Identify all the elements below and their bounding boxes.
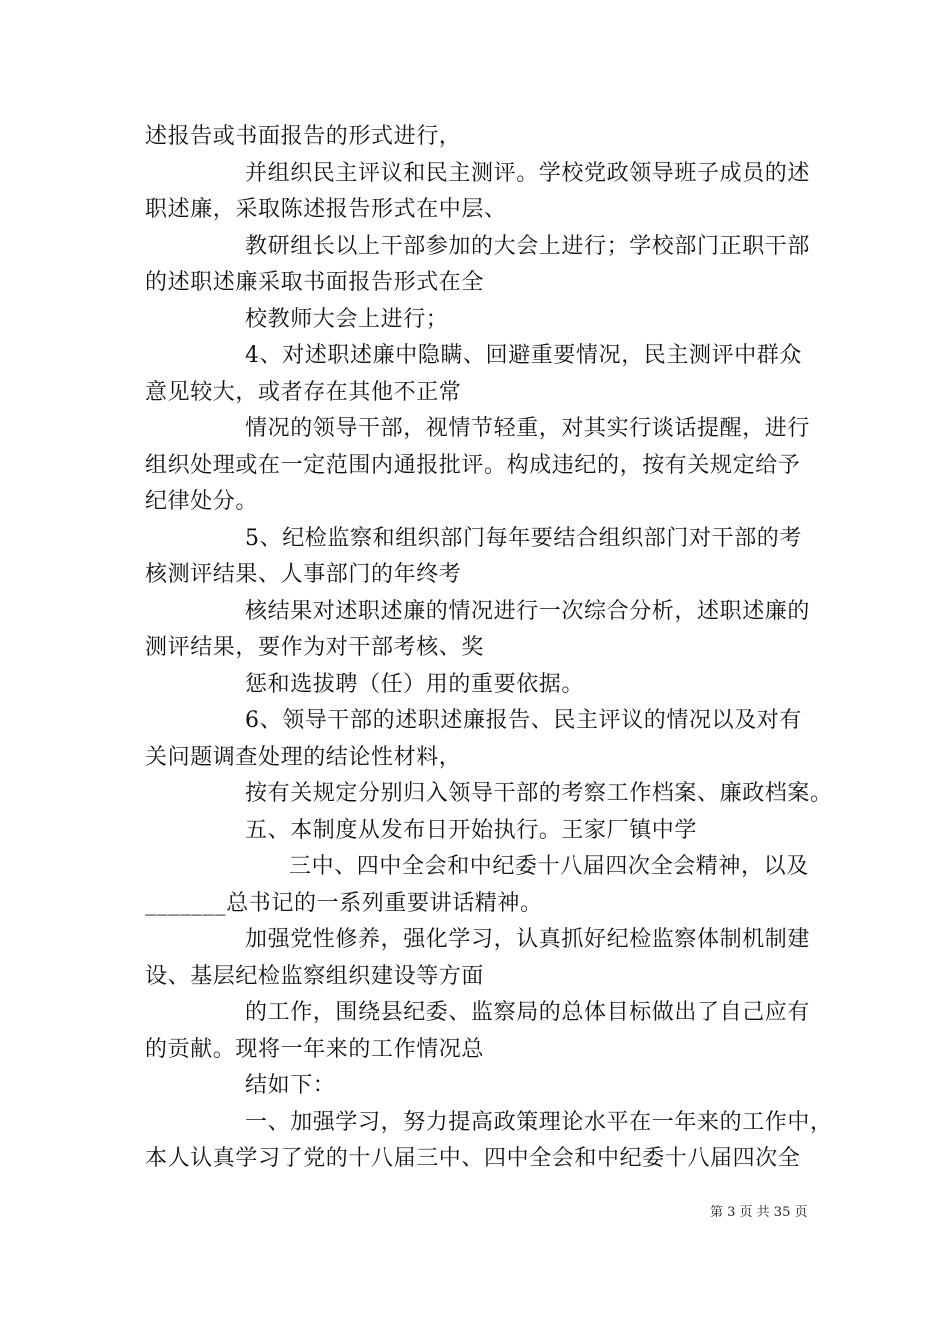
text-line: 一、加强学习，努力提高政策理论水平在一年来的工作中，: [245, 1110, 833, 1135]
text-line: 加强党性修养，强化学习，认真抓好纪检监察体制机制建: [245, 927, 811, 952]
text-line: 惩和选拔聘（任）用的重要依据。: [245, 672, 585, 697]
text-line: 本人认真学习了党的十八届三中、四中全会和中纪委十八届四次全: [145, 1146, 801, 1171]
text-line: 意见较大，或者存在其他不正常: [145, 380, 462, 405]
text-line: 校教师大会上进行；: [245, 307, 449, 332]
text-line: 关问题调查处理的结论性材料，: [145, 745, 462, 770]
text-line: 的工作，围绕县纪委、监察局的总体目标做出了自己应有: [245, 1000, 811, 1025]
text-line: _______总书记的一系列重要讲话精神。: [145, 891, 543, 916]
text-line: 的贡献。现将一年来的工作情况总: [145, 1037, 485, 1062]
text-line: 职述廉，采取陈述报告形式在中层、: [145, 197, 507, 222]
text-line: 并组织民主评议和民主测评。学校党政领导班子成员的述: [245, 161, 811, 186]
text-line: 核测评结果、人事部门的年终考: [145, 562, 462, 587]
text-line: 4、对述职述廉中隐瞒、回避重要情况，民主测评中群众: [245, 343, 802, 368]
text-line: 5、纪检监察和组织部门每年要结合组织部门对干部的考: [245, 526, 802, 551]
text-line: 按有关规定分别归入领导干部的考察工作档案、廉政档案。: [245, 781, 833, 806]
text-line: 的述职述廉采取书面报告形式在全: [145, 270, 485, 295]
text-line: 结如下：: [245, 1073, 336, 1098]
text-line: 组织处理或在一定范围内通报批评。构成违纪的，按有关规定给予: [145, 453, 801, 478]
text-line: 核结果对述职述廉的情况进行一次综合分析，述职述廉的: [245, 599, 811, 624]
text-line: 三中、四中全会和中纪委十八届四次全会精神，以及: [289, 854, 809, 879]
text-line: 述报告或书面报告的形式进行，: [145, 124, 462, 149]
text-line: 设、基层纪检监察组织建设等方面: [145, 964, 485, 989]
text-line: 测评结果，要作为对干部考核、奖: [145, 635, 485, 660]
text-line: 6、领导干部的述职述廉报告、民主评议的情况以及对有: [245, 708, 802, 733]
text-line: 情况的领导干部，视情节轻重，对其实行谈话提醒，进行: [245, 416, 811, 441]
text-line: 教研组长以上干部参加的大会上进行；学校部门正职干部: [245, 234, 811, 259]
text-line: 五、本制度从发布日开始执行。王家厂镇中学: [245, 818, 698, 843]
page-number: 第 3 页 共 35 页: [710, 1205, 808, 1220]
text-line: 纪律处分。: [145, 489, 259, 514]
